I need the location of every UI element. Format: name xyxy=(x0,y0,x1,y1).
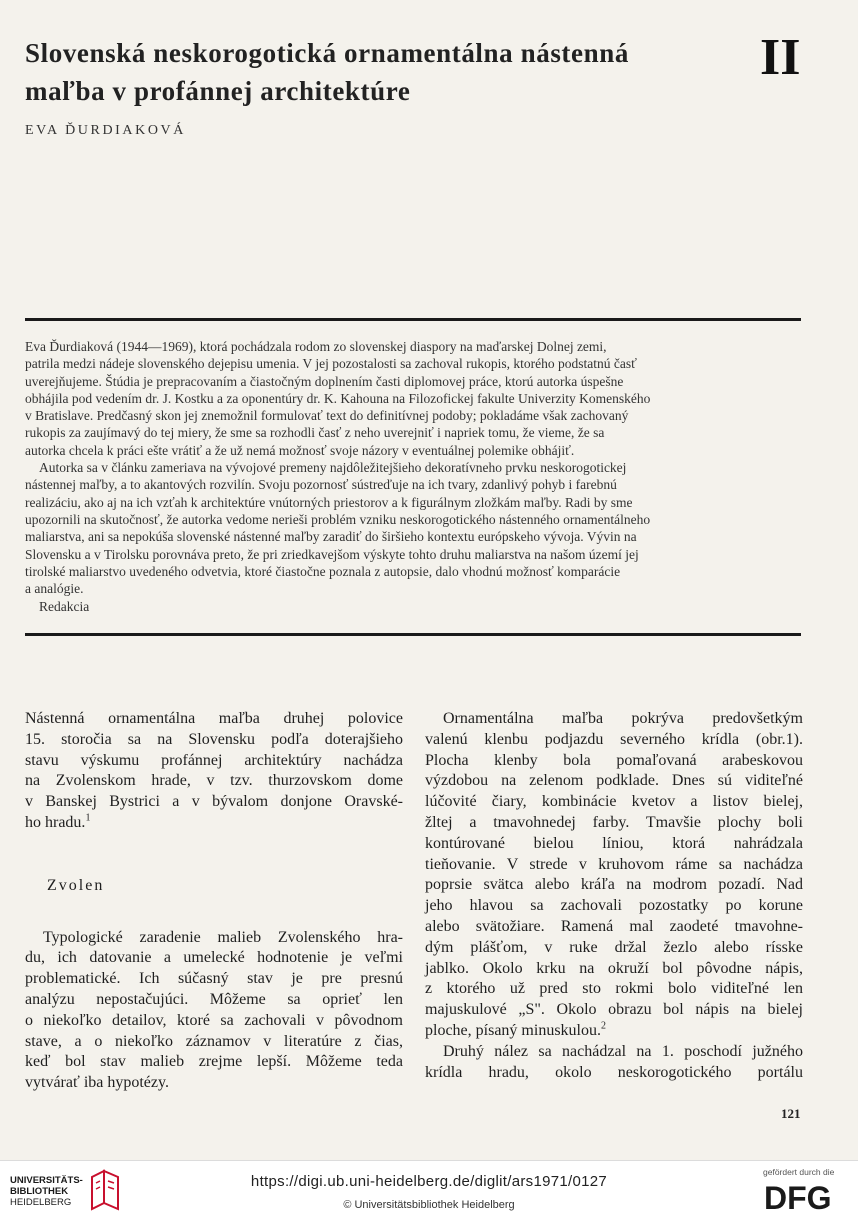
editorial-note xyxy=(25,338,801,616)
text-line: tirolské maliarstvo uvedeného odvetvia, ktoré čiastočne poznala z autopsie, dalo vhodnú možnosť komparácie xyxy=(25,563,621,579)
text-line: jablko. Okolo krku na okruží bol pôvodne nápis, xyxy=(425,959,803,977)
title-line-2: maľba v profánnej architektúre xyxy=(25,76,411,106)
text-line: tieňovanie. V strede v kruhovom ráme sa nachádza xyxy=(425,855,803,873)
article-title xyxy=(25,34,725,110)
text-line: nástennej maľby, a to akantových rozvilín. Svoju pozornosť sústreďuje na ich tvary, zdanlivý pohyb i farebnú xyxy=(25,477,617,493)
text-line: Druhý nález sa nachádzal na 1. poschodí južného xyxy=(443,1042,803,1060)
text-line: Ornamentálna maľba pokrýva predovšetkým xyxy=(443,710,803,727)
top-rule xyxy=(25,318,801,321)
text-line: upozornili na skutočnosť, že autorka vedome nerieši problém vzniku neskorogotického nástenného ornamentálneho xyxy=(25,511,651,527)
text-line: vytvárať iba hypotézy. xyxy=(25,1074,169,1092)
editorial-signature: Redakcia xyxy=(39,599,90,615)
section-heading: Zvolen xyxy=(47,876,105,894)
title-line-1: Slovenská neskorogotická ornamentálna nástenná xyxy=(25,38,629,68)
text-line: autorka chcela k práci ešte vrátiť a že už nemá možnosť svoje názory v eventuálnej polemike obhájiť. xyxy=(25,442,575,458)
copyright-notice: © Universitätsbibliothek Heidelberg xyxy=(343,1199,515,1211)
library-name-line-2: BIBLIOTHEK xyxy=(10,1186,69,1197)
text-line: 15. storočia sa na Slovensku podľa doterajšieho xyxy=(25,730,403,748)
text-line: keď bol stav malieb zrejme lepší. Môžeme teda xyxy=(25,1053,403,1071)
text-line: Eva Ďurdiaková (1944—1969), ktorá pochádzala rodom zo slovenskej diaspory na maďarskej Dolnej zemi, xyxy=(25,339,607,354)
text-line: kontúrované bielou líniou, ktorá nahrádzala xyxy=(425,834,803,852)
text-line: Slovensku a v Tirolsku porovnáva preto, že pri zriedkavejšom výskyte tohto druhu maliarstva na našom území jej xyxy=(25,546,639,562)
text-line: maliarstva, ani sa nepokúša slovenské nástenné maľby zaradiť do širšieho kontextu európskeho vývoja. Vývin na xyxy=(25,529,637,545)
library-name-line-1: UNIVERSITÄTS- xyxy=(10,1175,83,1186)
text-line: patrila medzi nádeje slovenského dejepisu umenia. V jej pozostalosti sa zachoval rukopis, ktorého podstatnú časť xyxy=(25,356,637,372)
text-line: krídla hradu, okolo neskorogotického portálu xyxy=(425,1063,803,1081)
left-column xyxy=(25,709,403,1094)
text-line: Plocha klenby bola pomaľovaná arabeskovou xyxy=(425,751,803,769)
library-name-line-3: HEIDELBERG xyxy=(10,1197,72,1208)
text-line: dým plášťom, v ruke držal žezlo alebo rísske xyxy=(425,938,803,956)
right-column xyxy=(425,709,803,1083)
text-line: v Bratislave. Predčasný skon jej znemožnil formulovať text do definitívnej podoby; pokladáme však zachovaný xyxy=(25,408,629,424)
footnote-reference: 1 xyxy=(85,812,91,824)
text-line: Autorka sa v článku zameriava na vývojové premeny najdôležitejšieho dekoratívneho prvku neskorogotickej xyxy=(39,460,627,476)
text-line xyxy=(25,813,403,834)
dfg-logo-text: DFG xyxy=(764,1180,832,1215)
text-line-end: ho hradu. xyxy=(25,813,86,831)
text-line xyxy=(425,1021,803,1042)
text-line: rukopis za zaujímavý do tej miery, že sme sa rozhodli časť z neho uverejniť i napriek tomu, že vieme, že sa xyxy=(25,425,605,441)
spacer xyxy=(25,897,403,928)
text-line: stave, a o niekoľko záznamov v literatúre z čias, xyxy=(25,1032,403,1050)
viewer-footer xyxy=(0,1160,858,1223)
editorial-paragraph-2 xyxy=(25,459,801,597)
text-line: jeho hlavou sa zachovali pozostatky po korune xyxy=(425,897,803,915)
text-line: v Banskej Bystrici a v bývalom donjone Oravské- xyxy=(25,793,403,811)
text-line: problematické. Ich súčasný stav je pre presnú xyxy=(25,970,403,988)
text-line: uverejňujeme. Štúdia je prepracovaním a čiastočným doplnením časti diplomovej práce, ktorú autorka úspešne xyxy=(25,373,624,389)
text-line: Nástenná ornamentálna maľba druhej polovice xyxy=(25,710,403,727)
text-line: stavu výskumu profánnej architektúry nachádza xyxy=(25,751,403,769)
page-number: 121 xyxy=(781,1106,801,1121)
text-line: o niekoľko detailov, ktoré sa zachovali v pôvodnom xyxy=(25,1011,403,1029)
chapter-numeral: II xyxy=(760,29,801,86)
footnote-reference: 2 xyxy=(600,1020,606,1032)
bottom-rule xyxy=(25,633,801,636)
text-line: valenú klenbu podjazdu severného krídla (obr.1). xyxy=(425,730,803,748)
text-line: majuskulové „S". Okolo obrazu bol nápis na bielej xyxy=(425,1001,803,1019)
text-line: a analógie. xyxy=(25,581,84,597)
text-line: alebo svätožiare. Ramená mal zaodeté tmavohne- xyxy=(425,917,803,935)
text-line: realizáciu, ako aj na ich vzťah k architektúre vnútorných priestorov a k figurálnym zložkám maľby. Radi by sme xyxy=(25,494,633,510)
text-line: du, ich datovanie a umelecké hodnotenie je veľmi xyxy=(25,949,403,967)
text-line-end: ploche, písaný minuskulou. xyxy=(425,1021,601,1039)
editorial-paragraph-1 xyxy=(25,338,801,459)
text-line: lúčovité čiary, kombinácie kvetov a listov bielej, xyxy=(425,793,803,811)
text-line: Typologické zaradenie malieb Zvolenského hra- xyxy=(43,928,403,946)
text-line: žltej a tmavohnedej farby. Tmavšie plochy boli xyxy=(425,813,803,831)
text-line: obhájila pod vedením dr. J. Kostku a za oponentúry dr. K. Kahouna na Filozofickej fakulte Univerzity Komenského xyxy=(25,390,651,406)
dfg-logo-icon xyxy=(764,1179,846,1215)
text-line: výzdobou na zelenom podklade. Dnes sú viditeľné xyxy=(425,772,803,790)
sponsor-label: gefördert durch die xyxy=(763,1167,835,1177)
text-line: na Zvolenskom hrade, v tzv. thurzovskom dome xyxy=(25,772,403,790)
permalink-url[interactable]: https://digi.ub.uni-heidelberg.de/diglit/ars1971/0127 xyxy=(250,1173,608,1190)
text-line: poprsie svätca alebo kráľa na modrom pozadí. Nad xyxy=(425,876,803,894)
text-line: z ktorého už pred sto rokmi bolo viditeľné len xyxy=(425,980,803,998)
text-line: analýzu nepostačujúci. Môžeme sa oprieť len xyxy=(25,990,403,1008)
author-name: EVA ĎURDIAKOVÁ xyxy=(25,123,186,138)
